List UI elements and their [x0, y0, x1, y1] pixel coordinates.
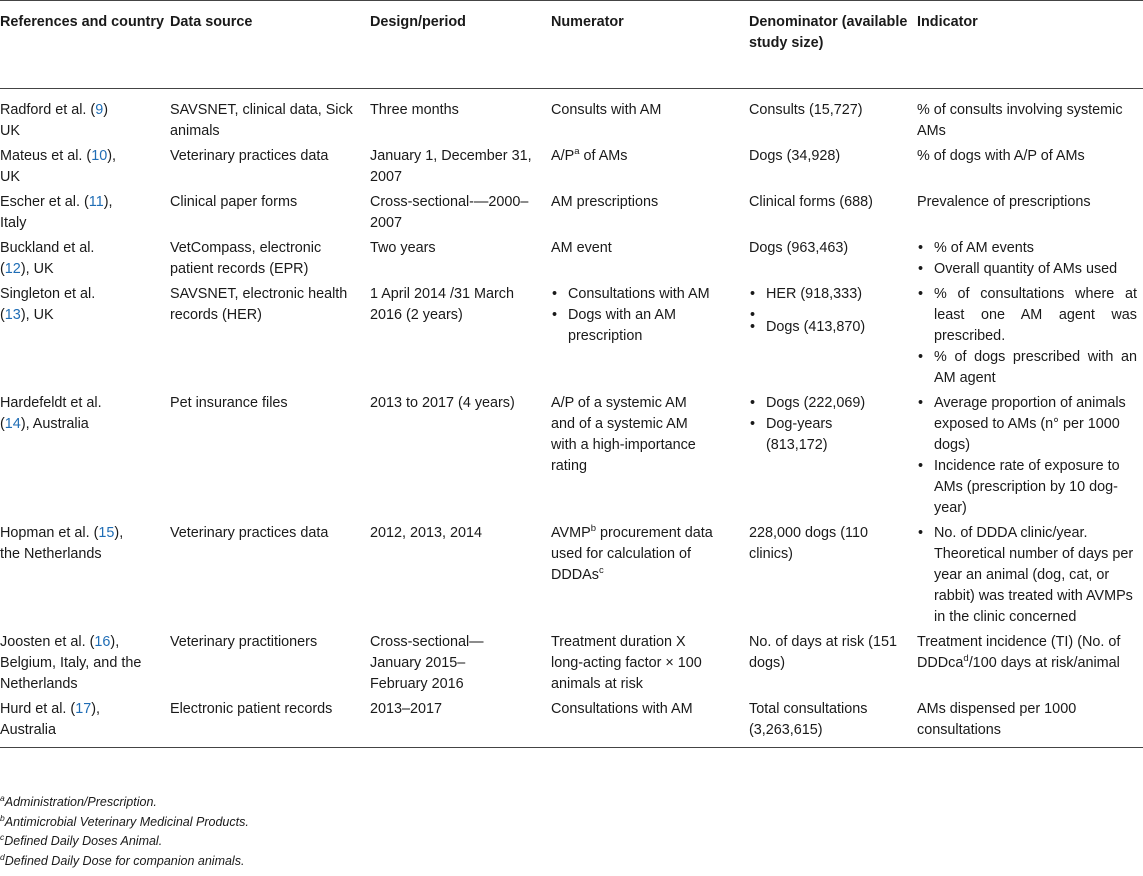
data-source-cell: Veterinary practices data [170, 148, 329, 164]
reference-text: ), Australia [20, 416, 89, 432]
footnotes [0, 793, 249, 871]
numerator-text: AVMP [551, 525, 591, 541]
denominator-cell: Consults (15,727) [749, 102, 863, 118]
reference-text: ), [103, 194, 113, 210]
design-cell: 1 April 2014 /31 March 2016 (2 years) [370, 286, 514, 323]
denominator-cell: 228,000 dogs (110 clinics) [749, 525, 868, 562]
list-item: • % of dogs prescribed with an AM agent [917, 347, 1137, 389]
data-source-cell: SAVSNET, electronic health records (HER) [170, 286, 348, 323]
list-item: • Dogs with an AM prescription [551, 305, 743, 347]
denominator-cell: Dogs (34,928) [749, 148, 841, 164]
footnote [0, 793, 249, 813]
footnote-marker: d [0, 851, 5, 862]
citation-link[interactable]: 16 [94, 634, 111, 650]
data-source-cell: Clinical paper forms [170, 194, 298, 210]
footnote [0, 832, 249, 852]
footnote-marker: a [0, 792, 5, 803]
country-text: UK [0, 123, 20, 139]
reference-cell [0, 282, 170, 391]
header-denominator: Denominator (available study size) [749, 1, 917, 89]
indicator-cell [917, 521, 1143, 630]
numerator-cell: Consults with AM [551, 102, 662, 118]
footnote [0, 813, 249, 833]
indicator-list [917, 393, 1137, 519]
denominator-list [749, 284, 911, 338]
indicator-cell: AMs dispensed per 1000 consultations [917, 697, 1143, 748]
footnote-text: Defined Daily Dose for companion animals. [4, 853, 245, 868]
design-cell: Cross-sectional— January 2015–February 2016 [370, 634, 484, 692]
footnote-marker: d [963, 653, 969, 665]
reference-cell [0, 190, 170, 236]
list-item: • % of AM events [917, 238, 1137, 259]
numerator-text: of AMs [579, 148, 628, 164]
header-design-period: Design/period [370, 1, 551, 89]
numerator-cell: Consultations with AM [551, 697, 749, 748]
indicator-cell: % of dogs with A/P of AMs [917, 148, 1085, 164]
denominator-cell [749, 391, 917, 521]
table-row [0, 391, 1143, 521]
reference-text: Hardefeldt et al. [0, 395, 102, 411]
footnote-marker: a [574, 146, 580, 158]
numerator-cell: A/P of a systemic AM and of a systemic AM with a high-importance rating [551, 395, 696, 474]
list-item: • Incidence rate of exposure to AMs (prescription by 10 dog-year) [917, 456, 1137, 519]
reference-text: ) [103, 102, 108, 118]
table-row [0, 697, 1143, 748]
reference-text: Escher et al. ( [0, 194, 89, 210]
table-row [0, 190, 1143, 236]
design-cell: 2013–2017 [370, 697, 551, 748]
reference-text: Mateus et al. ( [0, 148, 92, 164]
reference-cell [0, 236, 170, 282]
reference-text: ( [0, 416, 5, 432]
reference-cell [0, 144, 170, 190]
reference-text: Hurd et al. ( [0, 701, 76, 717]
country-text: Australia [0, 722, 56, 738]
numerator-list [551, 284, 743, 347]
denominator-cell: Total consultations (3,263,615) [749, 697, 917, 748]
indicator-list [917, 523, 1137, 628]
header-indicator: Indicator [917, 1, 1143, 89]
numerator-cell: AM event [551, 240, 612, 256]
footnote [0, 852, 249, 872]
list-item: • Overall quantity of AMs used [917, 259, 1137, 280]
reference-text: ), UK [20, 261, 54, 277]
list-item: • Average proportion of animals exposed to AMs (n° per 1000 dogs) [917, 393, 1137, 456]
table-row [0, 282, 1143, 391]
footnote-marker: c [0, 832, 5, 843]
indicator-cell [917, 282, 1143, 391]
indicator-text: Treatment incidence (TI) (No. of DDDca [917, 634, 1121, 671]
list-item: • Dog-years (813,172) [749, 414, 871, 456]
data-source-cell: SAVSNET, clinical data, Sick animals [170, 102, 353, 139]
header-references: References and country [0, 1, 170, 89]
denominator-list [749, 393, 911, 456]
numerator-cell: AM prescriptions [551, 194, 659, 210]
numerator-cell [551, 521, 749, 630]
design-cell: Cross-sectional-—2000–2007 [370, 194, 529, 231]
header-numerator: Numerator [551, 1, 749, 89]
reference-text: ( [0, 261, 5, 277]
list-item: • Consultations with AM [551, 284, 743, 305]
data-source-cell: Veterinary practitioners [170, 634, 318, 650]
country-text: Belgium, Italy, and the Netherlands [0, 655, 142, 692]
design-cell: Three months [370, 102, 459, 118]
data-source-cell: VetCompass, electronic patient records (EPR) [170, 240, 322, 277]
list-item: • HER (918,333) [749, 284, 911, 305]
country-text: UK [0, 169, 20, 185]
citation-link[interactable]: 11 [88, 194, 104, 210]
reference-cell [0, 697, 170, 748]
numerator-cell [551, 282, 749, 391]
citation-link[interactable]: 14 [4, 416, 21, 432]
reference-text: ), [91, 701, 100, 717]
footnote-marker: b [590, 523, 597, 535]
citation-link[interactable]: 13 [4, 307, 21, 323]
reference-cell [0, 521, 170, 630]
footnote-text: Antimicrobial Veterinary Medicinal Products. [4, 814, 249, 829]
table-row [0, 521, 1143, 630]
denominator-cell: Dogs (963,463) [749, 240, 849, 256]
table-row [0, 236, 1143, 282]
data-source-cell: Pet insurance files [170, 395, 288, 411]
country-text: Italy [0, 215, 27, 231]
citation-link[interactable]: 12 [4, 261, 21, 277]
indicator-list [917, 284, 1137, 389]
denominator-cell [749, 282, 917, 391]
reference-text: Radford et al. ( [0, 102, 96, 118]
indicator-cell: Prevalence of prescriptions [917, 194, 1091, 210]
table-row [0, 89, 1143, 145]
reference-text: ), [114, 525, 124, 541]
reference-text: Hopman et al. ( [0, 525, 99, 541]
citation-link[interactable]: 10 [91, 148, 108, 164]
indicator-cell [917, 236, 1143, 282]
reference-text: Joosten et al. ( [0, 634, 95, 650]
reference-text: Singleton et al. [0, 286, 96, 302]
numerator-cell: Treatment duration X long-acting factor × 100 animals at risk [551, 634, 702, 692]
indicator-cell [917, 391, 1143, 521]
footnote-text: Administration/Prescription. [4, 795, 157, 809]
table-row [0, 144, 1143, 190]
numerator-text: A/P [551, 148, 575, 164]
table-row [0, 630, 1143, 697]
list-item: • Dogs (222,069) [749, 393, 871, 414]
footnote-text: Defined Daily Doses Animal. [4, 834, 163, 849]
footnote-marker: c [598, 565, 604, 577]
list-item: • % of consultations where at least one AM agent was prescribed. [917, 284, 1137, 347]
reference-cell [0, 630, 170, 697]
indicator-list [917, 238, 1137, 280]
list-spacer [749, 305, 911, 317]
list-item: • No. of DDDA clinic/year. Theoretical number of days per year an animal (dog, cat, or rabbit) was treated with AVMPs in the clinic concerned [917, 523, 1137, 628]
reference-text: ( [0, 307, 5, 323]
reference-text: ), UK [20, 307, 54, 323]
reference-text: ), [107, 148, 116, 164]
header-data-source: Data source [170, 1, 370, 89]
citation-link[interactable]: 15 [98, 525, 115, 541]
design-cell: 2013 to 2017 (4 years) [370, 395, 515, 411]
numerator-cell [551, 144, 749, 190]
country-text: the Netherlands [0, 546, 102, 562]
reference-text: Buckland et al. [0, 240, 95, 256]
citation-link[interactable]: 9 [95, 102, 104, 118]
indicator-cell [917, 630, 1143, 697]
denominator-cell: Clinical forms (688) [749, 194, 873, 210]
reference-text: ), [110, 634, 120, 650]
denominator-cell: No. of days at risk (151 dogs) [749, 634, 897, 671]
header-row [0, 1, 1143, 89]
data-source-cell: Electronic patient records [170, 697, 370, 748]
design-cell: January 1, December 31, 2007 [370, 148, 532, 185]
design-cell: Two years [370, 240, 436, 256]
indicator-cell: % of consults involving systemic AMs [917, 102, 1123, 139]
list-item: • Dogs (413,870) [749, 317, 911, 338]
design-cell: 2012, 2013, 2014 [370, 525, 483, 541]
reference-cell [0, 391, 170, 521]
indicator-text: /100 days at risk/animal [968, 655, 1120, 671]
numerator-text: procurement data used for calculation of DDDAs [551, 525, 713, 583]
citation-link[interactable]: 17 [75, 701, 92, 717]
reference-cell [0, 89, 170, 145]
data-source-cell: Veterinary practices data [170, 525, 329, 541]
footnote-marker: b [0, 812, 5, 823]
